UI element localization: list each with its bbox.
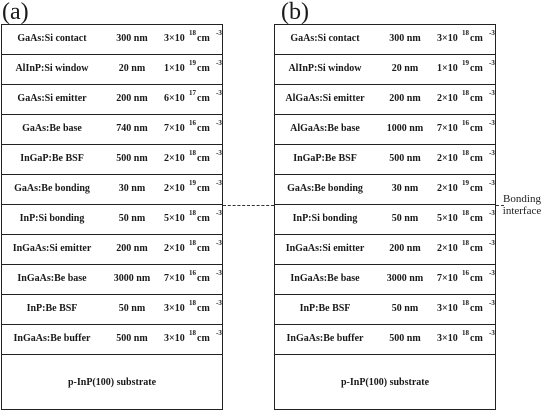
doping-mantissa: 3×10 [164,303,185,314]
doping-exponent: 18 [189,209,196,217]
doping-unit-exponent: -3 [489,89,495,97]
doping-exponent: 18 [462,29,469,37]
doping-unit: cm [197,153,210,164]
doping-unit-exponent: -3 [216,269,222,277]
layer-thickness: 500 nm [116,333,148,344]
doping-unit: cm [470,93,483,104]
doping-exponent: 18 [462,209,469,217]
doping-mantissa: 2×10 [437,243,458,254]
doping-mantissa: 6×10 [164,93,185,104]
doping-unit: cm [197,273,210,284]
panel-a-label: (a) [2,0,29,25]
doping-exponent: 19 [189,179,196,187]
layer-material: InGaAs:Be base [290,273,360,284]
layer-thickness: 740 nm [116,123,148,134]
layer-thickness: 300 nm [116,33,148,44]
layer-thickness: 3000 nm [386,273,424,284]
doping-unit-exponent: -3 [489,209,495,217]
layer-row [275,85,495,115]
layer-row [2,175,222,205]
doping-exponent: 16 [462,119,469,127]
doping-unit: cm [470,243,483,254]
layer-row [2,325,222,355]
layer-material: GaAs:Si contact [17,33,87,44]
layer-thickness: 30 nm [118,183,146,194]
doping-unit-exponent: -3 [489,29,495,37]
layer-thickness: 20 nm [118,63,146,74]
doping-unit: cm [470,273,483,284]
layer-thickness: 3000 nm [113,273,151,284]
doping-mantissa: 7×10 [437,123,458,134]
doping-exponent: 18 [189,329,196,337]
doping-unit-exponent: -3 [216,89,222,97]
doping-exponent: 18 [189,29,196,37]
layer-row [2,115,222,145]
layer-row [2,205,222,235]
bonding-interface-line [223,205,274,206]
doping-unit-exponent: -3 [489,149,495,157]
doping-exponent: 18 [462,239,469,247]
doping-unit-exponent: -3 [216,209,222,217]
doping-unit-exponent: -3 [489,179,495,187]
layer-thickness: 50 nm [391,213,419,224]
layer-thickness: 50 nm [118,303,146,314]
doping-exponent: 18 [462,89,469,97]
doping-exponent: 18 [189,239,196,247]
doping-unit: cm [470,333,483,344]
layer-thickness: 30 nm [391,183,419,194]
layer-material: InGaAs:Si emitter [285,243,365,254]
layer-row [2,145,222,175]
doping-mantissa: 2×10 [164,243,185,254]
layer-material: InGaAs:Be base [17,273,87,284]
doping-mantissa: 7×10 [437,273,458,284]
doping-exponent: 18 [462,329,469,337]
layer-material: AlGaAs:Si emitter [285,93,365,104]
layer-row [2,55,222,85]
doping-mantissa: 3×10 [164,33,185,44]
layer-material: InGaAs:Si emitter [12,243,92,254]
doping-unit: cm [197,213,210,224]
doping-mantissa: 7×10 [164,273,185,284]
doping-mantissa: 3×10 [164,333,185,344]
doping-unit: cm [197,93,210,104]
doping-unit-exponent: -3 [216,149,222,157]
doping-unit-exponent: -3 [216,179,222,187]
doping-unit-exponent: -3 [489,239,495,247]
layer-material: InGaP:Be BSF [293,153,357,164]
layer-row [2,265,222,295]
panel-b-label: (b) [281,0,309,25]
layer-material: InP:Be BSF [26,303,78,314]
layer-row [2,295,222,325]
doping-unit: cm [197,243,210,254]
layer-material: InP:Si bonding [19,213,85,224]
layer-material: AlGaAs:Be base [290,123,360,134]
layer-material: InGaP:Be BSF [20,153,84,164]
doping-unit: cm [470,183,483,194]
doping-mantissa: 2×10 [164,183,185,194]
layer-material: InP:Be BSF [299,303,351,314]
doping-unit-exponent: -3 [489,299,495,307]
layer-row [2,85,222,115]
doping-unit-exponent: -3 [216,59,222,67]
layer-row [275,325,495,355]
layer-row [275,115,495,145]
doping-unit: cm [470,153,483,164]
layer-thickness: 500 nm [389,333,421,344]
doping-unit-exponent: -3 [489,119,495,127]
doping-mantissa: 2×10 [437,153,458,164]
doping-exponent: 19 [189,59,196,67]
layer-material: GaAs:Be bonding [287,183,363,194]
doping-mantissa: 2×10 [437,183,458,194]
doping-unit: cm [470,33,483,44]
doping-unit: cm [197,63,210,74]
substrate-layer: p-InP(100) substrate [340,376,430,388]
layer-thickness: 500 nm [389,153,421,164]
layer-row [275,265,495,295]
layer-thickness: 50 nm [391,303,419,314]
layer-thickness: 200 nm [116,243,148,254]
doping-unit: cm [197,333,210,344]
doping-exponent: 19 [462,179,469,187]
doping-unit-exponent: -3 [489,59,495,67]
layer-row [2,25,222,55]
doping-mantissa: 7×10 [164,123,185,134]
layer-row [275,145,495,175]
layer-thickness: 50 nm [118,213,146,224]
doping-exponent: 18 [189,299,196,307]
doping-unit-exponent: -3 [489,329,495,337]
layer-row [275,205,495,235]
doping-unit-exponent: -3 [489,269,495,277]
doping-unit-exponent: -3 [216,29,222,37]
doping-exponent: 18 [189,149,196,157]
doping-mantissa: 5×10 [164,213,185,224]
doping-exponent: 18 [462,299,469,307]
layer-material: AlInP:Si window [288,63,362,74]
layer-material: GaAs:Be base [22,123,82,134]
doping-exponent: 16 [462,269,469,277]
layer-row [275,235,495,265]
doping-unit: cm [197,303,210,314]
doping-unit-exponent: -3 [216,239,222,247]
layer-row [275,175,495,205]
layer-stack-b [274,24,496,410]
layer-stack-a [1,24,223,410]
layer-thickness: 200 nm [389,243,421,254]
doping-exponent: 17 [189,89,196,97]
layer-row [2,235,222,265]
bonding-interface-label [500,193,542,217]
layer-thickness: 500 nm [116,153,148,164]
bonding-interface-label-line1: Bonding [503,193,541,205]
doping-unit-exponent: -3 [216,329,222,337]
doping-exponent: 19 [462,59,469,67]
doping-unit: cm [197,123,210,134]
layer-thickness: 1000 nm [386,123,424,134]
doping-mantissa: 2×10 [437,93,458,104]
layer-material: AlInP:Si window [15,63,89,74]
doping-unit: cm [197,183,210,194]
doping-mantissa: 3×10 [437,33,458,44]
layer-row [275,55,495,85]
layer-material: GaAs:Si contact [290,33,360,44]
layer-thickness: 200 nm [116,93,148,104]
doping-unit: cm [470,63,483,74]
doping-mantissa: 5×10 [437,213,458,224]
doping-unit-exponent: -3 [216,119,222,127]
layer-thickness: 300 nm [389,33,421,44]
layer-row [275,295,495,325]
layer-row [275,25,495,55]
doping-mantissa: 3×10 [437,333,458,344]
doping-unit: cm [470,303,483,314]
doping-exponent: 16 [189,119,196,127]
doping-exponent: 16 [189,269,196,277]
doping-unit: cm [197,33,210,44]
doping-mantissa: 2×10 [164,153,185,164]
layer-material: InP:Si bonding [292,213,358,224]
layer-thickness: 20 nm [391,63,419,74]
layer-thickness: 200 nm [389,93,421,104]
doping-exponent: 18 [462,149,469,157]
doping-unit-exponent: -3 [216,299,222,307]
layer-material: GaAs:Si emitter [17,93,87,104]
doping-mantissa: 1×10 [164,63,185,74]
layer-material: InGaAs:Be buffer [286,333,364,344]
layer-material: GaAs:Be bonding [14,183,90,194]
substrate-layer: p-InP(100) substrate [67,376,157,388]
bonding-interface-label-line2: interface [502,205,542,217]
doping-mantissa: 3×10 [437,303,458,314]
layer-material: InGaAs:Be buffer [13,333,91,344]
doping-mantissa: 1×10 [437,63,458,74]
doping-unit: cm [470,213,483,224]
doping-unit: cm [470,123,483,134]
